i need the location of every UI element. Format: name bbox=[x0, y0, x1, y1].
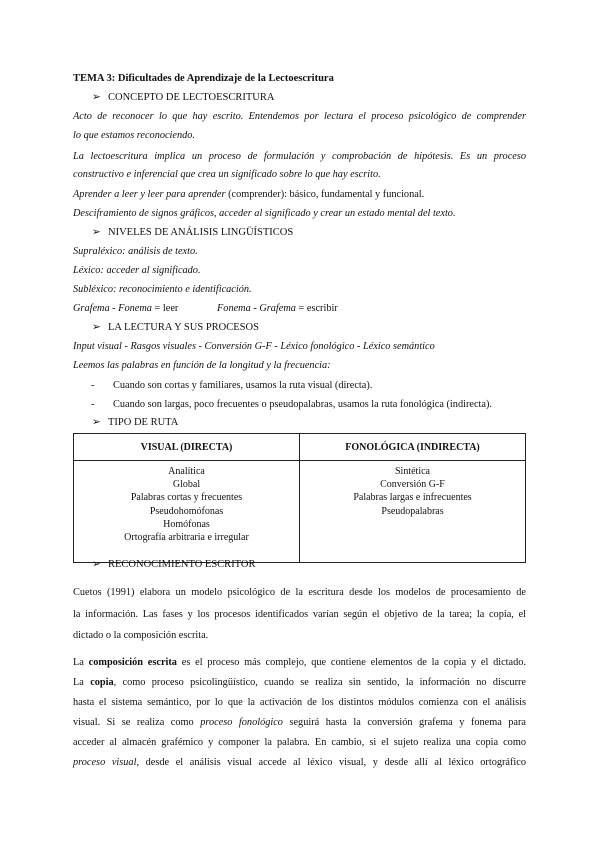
section-heading-text: LA LECTURA Y SUS PROCESOS bbox=[108, 322, 259, 333]
list-item bbox=[91, 379, 372, 392]
arrow-bullet-icon: ➢ bbox=[92, 322, 101, 333]
section-heading-text: TIPO DE RUTA bbox=[108, 417, 179, 428]
text-run: visual. Si se realiza como bbox=[73, 717, 201, 728]
paragraph-line: Cuetos (1991) elabora un modelo psicológico de la escritura desde los modelos de procesamiento de bbox=[73, 587, 526, 598]
table-header-row bbox=[74, 434, 526, 461]
nivel-supralexico: Supraléxico: análisis de texto. bbox=[73, 246, 198, 257]
section-heading-text: CONCEPTO DE LECTOESCRITURA bbox=[108, 92, 275, 103]
fonema-grafema-label: Fonema - Grafema bbox=[217, 303, 296, 314]
table-row bbox=[74, 461, 526, 563]
arrow-bullet-icon: ➢ bbox=[92, 92, 101, 103]
table-cell-line: Analítica bbox=[168, 466, 205, 477]
leemos-line: Leemos las palabras en función de la longitud y la frecuencia: bbox=[73, 360, 331, 371]
text-run: La bbox=[73, 677, 91, 688]
section-heading-reconocimiento bbox=[92, 558, 256, 571]
nivel-lexico: Léxico: acceder al significado. bbox=[73, 265, 201, 276]
nivel-sublexico: Subléxico: reconocimiento e identificación. bbox=[73, 284, 252, 295]
dash-bullet: - bbox=[91, 399, 95, 410]
paragraph-line bbox=[73, 716, 526, 729]
table-cell-line: Ortografía arbitraria e irregular bbox=[124, 532, 249, 544]
text-run: , desde el análisis visual accede al léxico visual, y desde allí al léxico ortográfico bbox=[136, 757, 527, 768]
aprender-italic: Aprender a leer y leer para aprender bbox=[73, 189, 226, 200]
aprender-text: (comprender): básico, fundamental y funcional. bbox=[225, 189, 425, 200]
section-heading-lectura bbox=[92, 321, 259, 334]
section-heading-concepto bbox=[92, 91, 274, 104]
concepto-definition-line: Acto de reconocer lo que hay escrito. Entendemos por lectura el proceso psicológico de comprender bbox=[73, 111, 526, 122]
table-header-visual: VISUAL (DIRECTA) bbox=[74, 434, 300, 461]
table-cell-fonologica bbox=[300, 461, 526, 563]
paragraph-line bbox=[73, 676, 526, 689]
text-run: es el proceso más complejo, que contiene elementos de la copia y el dictado. bbox=[176, 657, 526, 668]
text-run: La bbox=[73, 657, 89, 668]
concepto-definition-line: La lectoescritura implica un proceso de formulación y comprobación de hipótesis. Es un proceso bbox=[73, 151, 526, 162]
bold-term: copia bbox=[90, 677, 114, 688]
list-item bbox=[91, 398, 492, 411]
list-item-text: Cuando son cortas y familiares, usamos la ruta visual (directa). bbox=[113, 380, 373, 391]
arrow-bullet-icon: ➢ bbox=[92, 559, 101, 570]
paragraph-line: dictado o la composición escrita. bbox=[73, 630, 209, 641]
grafema-fonema-line bbox=[73, 302, 178, 315]
fonema-grafema-line bbox=[217, 302, 338, 315]
concepto-definition-line: lo que estamos reconociendo. bbox=[73, 130, 196, 141]
fonema-grafema-value: = escribir bbox=[295, 303, 338, 314]
section-heading-ruta bbox=[92, 416, 178, 429]
paragraph-line: hasta el sistema semántico, por lo que la activación de los distintos módulos comienza con el análisis bbox=[73, 697, 526, 708]
table-cell-visual bbox=[74, 461, 300, 563]
paragraph-line: la información. Las fases y los procesos identificados varían según el objetivo de la tarea; la copia, el bbox=[73, 609, 526, 620]
paragraph-line bbox=[73, 656, 526, 669]
table-header-fonologica: FONOLÓGICA (INDIRECTA) bbox=[300, 434, 526, 461]
table-cell-line: Palabras largas e infrecuentes bbox=[353, 492, 472, 504]
section-heading-text: NIVELES DE ANÁLISIS LINGÜÍSTICOS bbox=[108, 227, 294, 238]
list-item-text: Cuando son largas, poco frecuentes o pseudopalabras, usamos la ruta fonológica (indirecta). bbox=[113, 399, 492, 410]
table-cell-line: Pseudohomófonas bbox=[149, 505, 224, 517]
table-cell-line: Palabras cortas y frecuentes bbox=[130, 492, 243, 504]
section-heading-text: RECONOCIMIENTO ESCRITOR bbox=[108, 559, 256, 570]
section-heading-niveles bbox=[92, 226, 293, 239]
page-title: TEMA 3: Dificultades de Aprendizaje de la Lectoescritura bbox=[73, 73, 334, 84]
arrow-bullet-icon: ➢ bbox=[92, 227, 101, 238]
table-cell-line: Global bbox=[172, 479, 201, 491]
grafema-fonema-label: Grafema - Fonema bbox=[73, 303, 152, 314]
concepto-definition-line: constructivo e inferencial que crea un significado sobre lo que hay escrito. bbox=[73, 169, 381, 180]
table-cell-line: Conversión G-F bbox=[380, 479, 445, 491]
aprender-line bbox=[73, 188, 424, 201]
dash-bullet: - bbox=[91, 380, 95, 391]
text-run: , como proceso psicolingüístico, cuando se realiza sin sentido, la información no discurre bbox=[113, 677, 526, 688]
desciframiento-line: Desciframiento de signos gráficos, acceder al significado y crear un estado mental del texto. bbox=[73, 208, 456, 219]
arrow-bullet-icon: ➢ bbox=[92, 417, 101, 428]
paragraph-line bbox=[73, 756, 526, 769]
input-visual-line: Input visual - Rasgos visuales - Conversión G-F - Léxico fonológico - Léxico semántico bbox=[73, 341, 435, 352]
bold-term: composición escrita bbox=[88, 657, 177, 668]
italic-term: proceso fonológico bbox=[200, 717, 283, 728]
table-cell-line: Homófonas bbox=[163, 518, 210, 530]
grafema-fonema-value: = leer bbox=[151, 303, 179, 314]
table-cell-line: Sintética bbox=[395, 466, 430, 477]
ruta-table bbox=[73, 433, 526, 563]
text-run: seguirá hasta la conversión grafema y fonema para bbox=[282, 717, 526, 728]
italic-term: proceso visual bbox=[73, 757, 137, 768]
table-cell-line: Pseudopalabras bbox=[381, 505, 444, 517]
paragraph-line: acceder al almacén grafémico y componer la palabra. En cambio, si el sujeto realiza una copia como bbox=[73, 737, 526, 748]
